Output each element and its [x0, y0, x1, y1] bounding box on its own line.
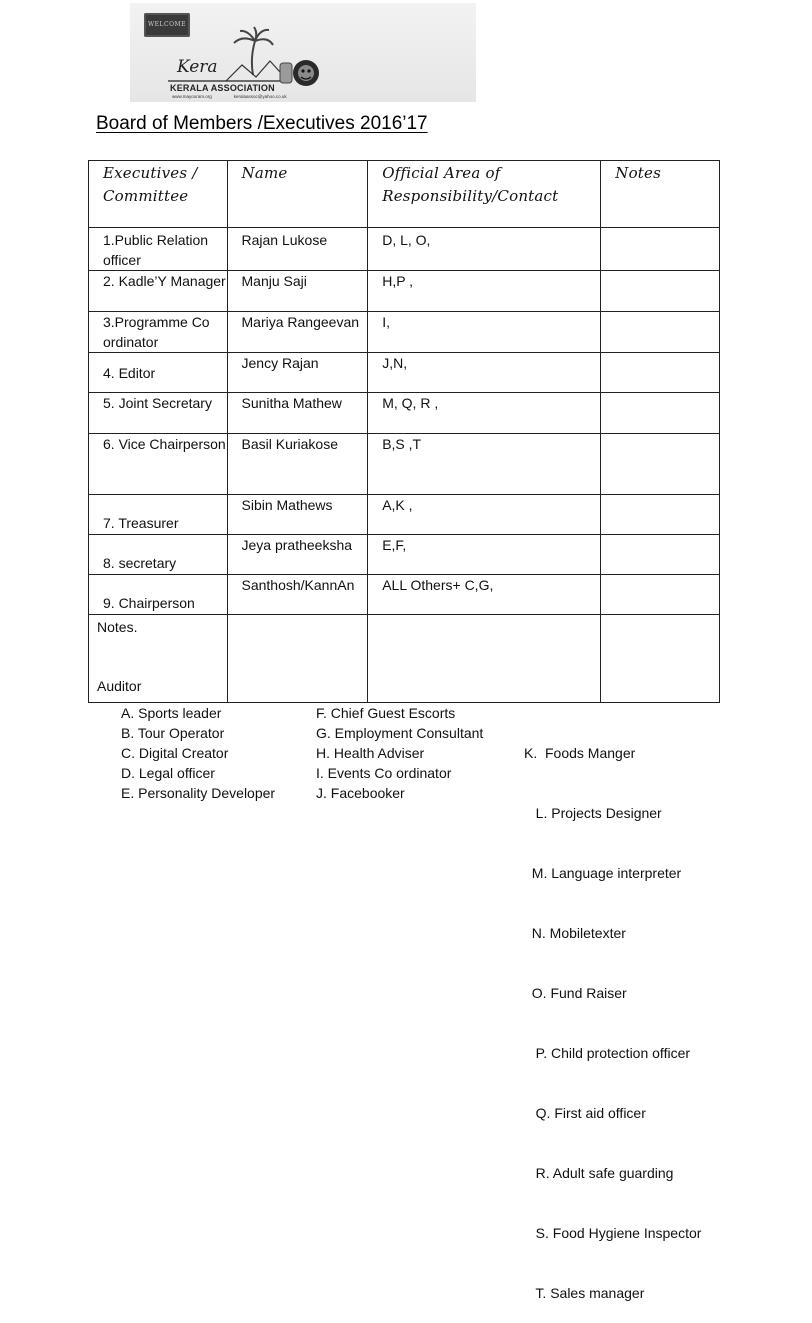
- legend-item: S. Food Hygiene Inspector: [524, 1225, 702, 1241]
- notes-cell: [601, 312, 720, 353]
- header-name: Name: [227, 161, 368, 228]
- association-logo-banner: [130, 3, 476, 102]
- legend-item: R. Adult safe guarding: [524, 1165, 674, 1181]
- name-cell: Mariya Rangeevan: [227, 312, 368, 353]
- legend-item: O. Fund Raiser: [524, 985, 627, 1001]
- empty-cell: [227, 615, 368, 703]
- name-cell: Rajan Lukose: [227, 228, 368, 271]
- name-cell: Sibin Mathews: [227, 495, 368, 535]
- notes-cell: [601, 271, 720, 312]
- area-cell: I,: [368, 312, 601, 353]
- table-header-row: [89, 161, 720, 228]
- table-row: [89, 535, 720, 575]
- kathakali-mask-icon: [293, 60, 319, 86]
- logo-contact-line: [172, 94, 309, 99]
- legend-item: C. Digital Creator: [121, 745, 229, 761]
- area-cell: J,N,: [368, 353, 601, 393]
- table-row: [89, 575, 720, 615]
- legend-item: Q. First aid officer: [524, 1105, 646, 1121]
- area-cell: D, L, O,: [368, 228, 601, 271]
- notes-cell: [601, 353, 720, 393]
- legend-item: D. Legal officer: [121, 765, 215, 781]
- role-cell: 2. Kadle’Y Manager: [89, 271, 228, 312]
- name-cell: Jency Rajan: [227, 353, 368, 393]
- legend-item: N. Mobiletexter: [524, 925, 626, 941]
- legend-column-k-t: [524, 703, 701, 1323]
- name-cell: Santhosh/KannAn: [227, 575, 368, 615]
- legend-item: J. Facebooker: [316, 785, 405, 801]
- table-row: [89, 271, 720, 312]
- legend-item: P. Child protection officer: [524, 1045, 691, 1061]
- table-footer-row: [89, 615, 720, 703]
- header-role: Executives / Committee: [89, 161, 228, 228]
- table-row: [89, 228, 720, 271]
- board-members-table: [88, 160, 720, 703]
- legend-item: L. Projects Designer: [524, 805, 662, 821]
- notes-cell: [601, 575, 720, 615]
- table-row: [89, 393, 720, 434]
- role-cell: 3.Programme Co ordinator: [89, 312, 228, 353]
- table-row: [89, 495, 720, 535]
- notes-auditor-cell: [89, 615, 228, 703]
- legend-item: A. Sports leader: [121, 705, 222, 721]
- name-cell: Manju Saji: [227, 271, 368, 312]
- role-cell: 8. secretary: [89, 535, 228, 575]
- legend-column-a-e: [121, 703, 275, 803]
- role-cell: 7. Treasurer: [89, 495, 228, 535]
- role-cell: 6. Vice Chairperson: [89, 434, 228, 495]
- legend-item: F. Chief Guest Escorts: [316, 705, 456, 721]
- header-notes: Notes: [601, 161, 720, 228]
- legend-column-f-j: [316, 703, 483, 803]
- association-name: KERALA ASSOCIATION: [170, 83, 275, 93]
- name-cell: Jeya pratheeksha: [227, 535, 368, 575]
- notes-cell: [601, 393, 720, 434]
- empty-cell: [601, 615, 720, 703]
- notes-cell: [601, 495, 720, 535]
- name-cell: Sunitha Mathew: [227, 393, 368, 434]
- notes-cell: [601, 228, 720, 271]
- website-text: www.mayooram.org: [172, 94, 212, 99]
- page-title: Board of Members /Executives 2016’17: [96, 113, 428, 134]
- area-cell: ALL Others+ C,G,: [368, 575, 601, 615]
- legend-item: H. Health Adviser: [316, 745, 425, 761]
- header-area: Official Area of Responsibility/Contact: [368, 161, 601, 228]
- legend-item: I. Events Co ordinator: [316, 765, 452, 781]
- role-cell: 9. Chairperson: [89, 575, 228, 615]
- name-cell: Basil Kuriakose: [227, 434, 368, 495]
- area-cell: H,P ,: [368, 271, 601, 312]
- notes-cell: [601, 535, 720, 575]
- scroll-icon: [280, 63, 292, 83]
- legend-item: K. Foods Manger: [524, 745, 636, 761]
- role-cell: 5. Joint Secretary: [89, 393, 228, 434]
- notes-cell: [601, 434, 720, 495]
- table-row: [89, 434, 720, 495]
- legend-item: M. Language interpreter: [524, 865, 682, 881]
- table-row: [89, 353, 720, 393]
- legend-item: E. Personality Developer: [121, 785, 276, 801]
- legend-item: B. Tour Operator: [121, 725, 225, 741]
- legend-item: T. Sales manager: [524, 1285, 645, 1301]
- legend-item: G. Employment Consultant: [316, 725, 484, 741]
- area-cell: B,S ,T: [368, 434, 601, 495]
- email-text: keralaassoc@yahoo.co.uk: [233, 94, 287, 99]
- role-cell: 4. Editor: [89, 353, 228, 393]
- logo-wordmark: Kera: [177, 57, 218, 77]
- role-cell: 1.Public Relation officer: [89, 228, 228, 271]
- area-cell: A,K ,: [368, 495, 601, 535]
- table-row: [89, 312, 720, 353]
- empty-cell: [368, 615, 601, 703]
- welcome-badge: WELCOME: [144, 13, 190, 37]
- area-cell: M, Q, R ,: [368, 393, 601, 434]
- notes-label: Notes.: [97, 619, 138, 635]
- area-cell: E,F,: [368, 535, 601, 575]
- auditor-label: Auditor: [97, 678, 142, 694]
